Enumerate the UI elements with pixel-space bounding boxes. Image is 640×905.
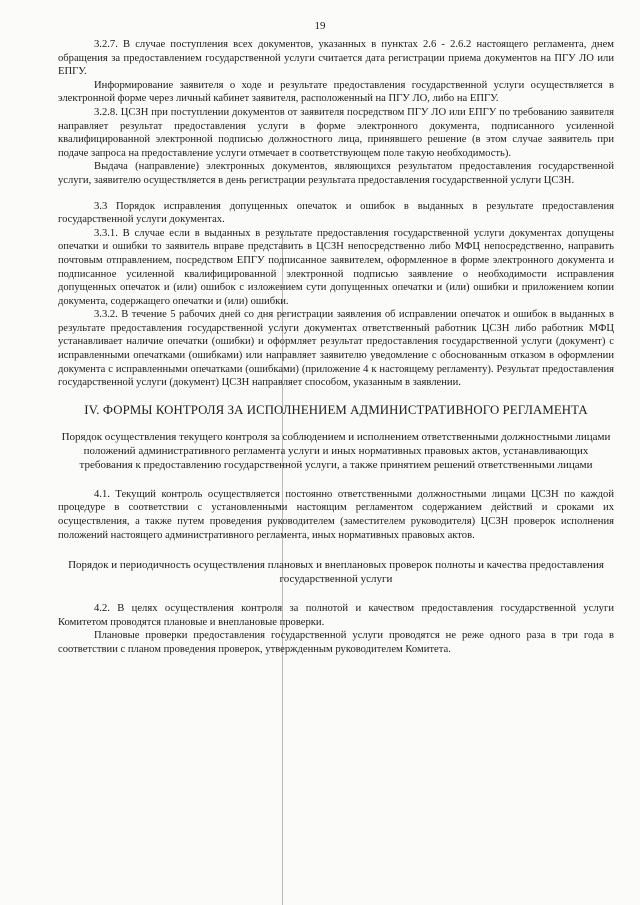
paragraph-issuance: Выдача (направление) электронных документов, являющихся результатом предоставления государственной услуги, заявителю осуществляется в день регистрации результата предоставления государственной услуги ЦСЗН. — [58, 161, 614, 186]
page-content — [58, 38, 614, 657]
paragraph-328: 3.2.8. ЦСЗН при поступлении документов от заявителя посредством ПГУ ЛО или ЕПГУ по требованию заявителя направляет результат предоставления услуги в форме электронного документа, подписанного усиленной квалифицированной электронной подписью должностного лица, принявшего решение (в этом случае заявитель при подаче запроса на предоставление услуги отмечает в соответствующем поле такую необходимость). — [58, 106, 614, 159]
paragraph-planned-inspections: Плановые проверки предоставления государственной услуги проводятся не реже одного раза в три года в соответствии с планом проведения проверок, утвержденным руководителем Комитета. — [58, 630, 614, 655]
paragraph-332: 3.3.2. В течение 5 рабочих дней со дня регистрации заявления об исправлении опечаток и ошибок в выданных в результате предоставления государственной услуги документах ответственный работник ЦСЗН либо работник МФЦ устанавливает наличие опечатки (ошибки) и оформляет результат предоставления государственной услуги (документ) с исправленными опечатками (ошибками) или направляет заявителю уведомление с обоснованным отказом в оформлении документа с исправленными опечатками (ошибками) (приложение 4 к настоящему регламенту). Результат предоставления государственной услуги (документ) ЦСЗН направляет способом, указанным в заявлении. — [58, 309, 614, 389]
paragraph-33: 3.3 Порядок исправления допущенных опечаток и ошибок в выданных в результате предоставления государственной услуги документах. — [58, 200, 614, 226]
paragraph-41: 4.1. Текущий контроль осуществляется постоянно ответственными должностными лицами ЦСЗН по каждой процедуре в соответствии с установленными настоящим регламентом содержанием действий и сроками их осуществления, а также путем проведения руководителем (заместителем руководителя) ЦСЗН проверок исполнения положений настоящего административного регламента, иных нормативных правовых актов. — [58, 488, 614, 541]
subheading-current-control: Порядок осуществления текущего контроля за соблюдением и исполнением ответственными должностными лицами положений административного регламента услуги и иных нормативных правовых актов, устанавливающих требования к предоставлению государственной услуги, а также принятием решений ответственными лицами — [61, 430, 611, 471]
subheading-inspections: Порядок и периодичность осуществления плановых и внеплановых проверок полноты и качества предоставления государственной услуги — [68, 559, 604, 586]
page-number: 19 — [314, 20, 326, 32]
paragraph-331: 3.3.1. В случае если в выданных в результате предоставления государственной услуги документах допущены опечатки и ошибки то заявитель вправе представить в ЦСЗН непосредственно либо МФЦ непосредственно, направить почтовым отправлением, посредством ЕПГУ подписанное заявителем, оформленное в форме электронного документа и подписанное усиленной квалифицированной электронной подписью заявление о необходимости исправления допущенных опечаток и (или) ошибок с изложением сути допущенных опечатки и (или) ошибки и приложением копии документа, содержащего опечатки и (или) ошибки. — [58, 227, 614, 307]
section-title: IV. ФОРМЫ КОНТРОЛЯ ЗА ИСПОЛНЕНИЕМ АДМИНИСТРАТИВНОГО РЕГЛАМЕНТА — [84, 402, 588, 417]
paragraph-327: 3.2.7. В случае поступления всех документов, указанных в пунктах 2.6 - 2.6.2 настоящего регламента, днем обращения за предоставлением государственной услуги считается дата регистрации приема документов на ПГУ ЛО или ЕПГУ. — [58, 39, 614, 78]
paragraph-42: 4.2. В целях осуществления контроля за полнотой и качеством предоставления государственной услуги Комитетом проводятся плановые и внеплановые проверки. — [58, 603, 614, 628]
paragraph-informing: Информирование заявителя о ходе и результате предоставления государственной услуги осуществляется в электронной форме через личный кабинет заявителя, расположенный на ПГУ ЛО, либо на ЕПГУ. — [58, 79, 614, 105]
